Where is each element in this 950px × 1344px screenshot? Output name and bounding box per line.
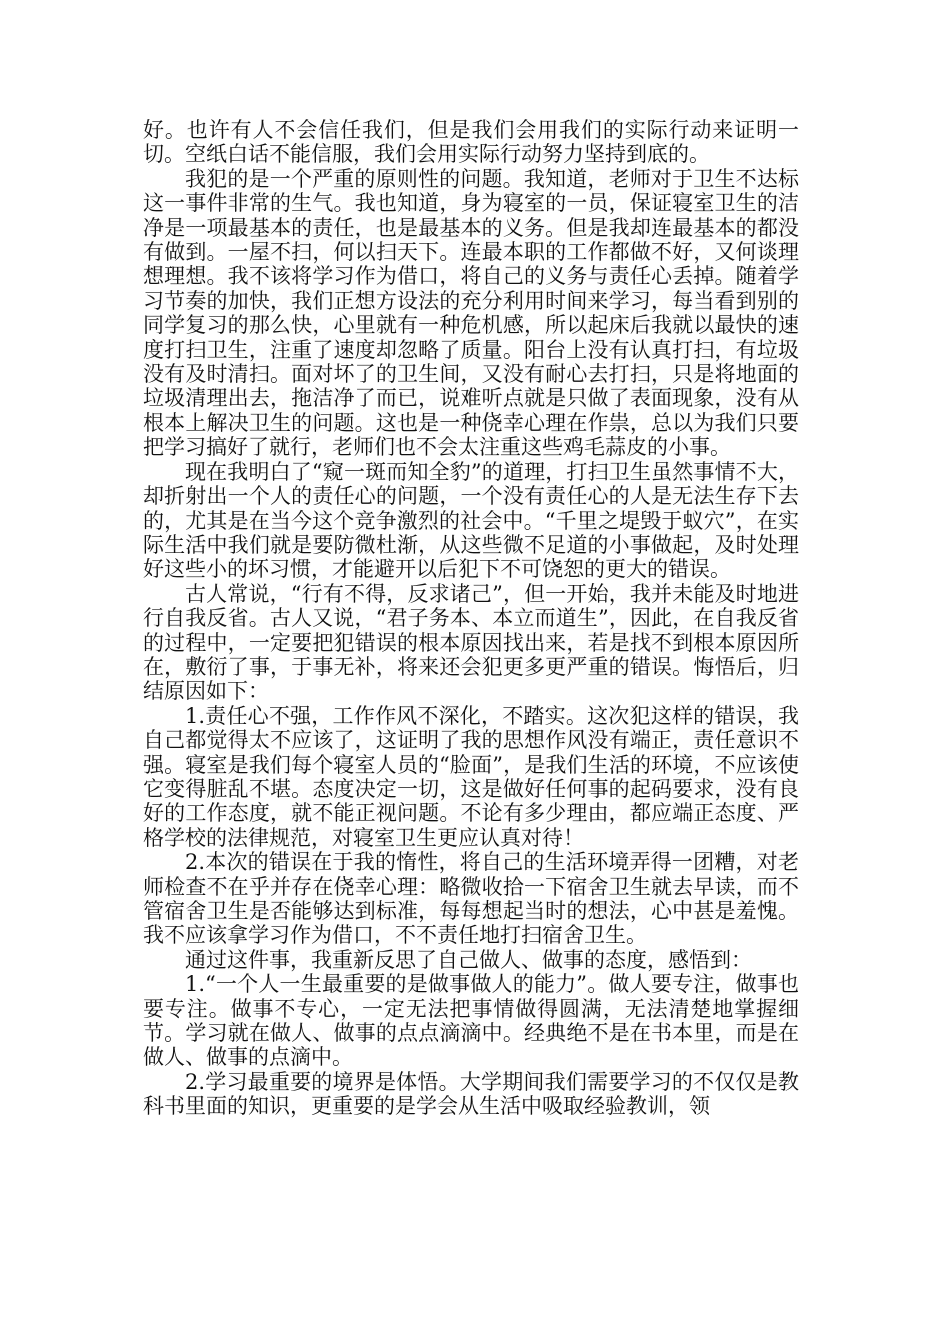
paragraph-6: 2.本次的错误在于我的惰性，将自己的生活环境弄得一团糟，对老师检查不在乎并存在侥幸心理：略微收拾一下宿舍卫生就去早读，而不管宿舍卫生是否能够达到标准，每每想起当时的想法，心中甚是羞愧。我不应该拿学习作为借口，不不责任地打扫宿舍卫生。 [143,850,799,948]
document-page [143,118,799,1119]
paragraph-9: 2.学习最重要的境界是体悟。大学期间我们需要学习的不仅仅是教科书里面的知识，更重要的是学会从生活中吸取经验教训，领 [143,1069,799,1119]
paragraph-3: 现在我明白了“窥一斑而知全豹”的道理，打扫卫生虽然事情不大，却折射出一个人的责任心的问题，一个没有责任心的人是无法生存下去的，尤其是在当今这个竞争激烈的社会中。“千里之堤毁于蚁穴”，在实际生活中我们就是要防微杜渐，从这些微不足道的小事做起，及时处理好这些小的坏习惯，才能避开以后犯下不可饶恕的更大的错误。 [143,459,799,582]
paragraph-2: 我犯的是一个严重的原则性的问题。我知道，老师对于卫生不达标这一事件非常的生气。我也知道，身为寝室的一员，保证寝室卫生的洁净是一项最基本的责任，也是最基本的义务。但是我却连最基本的都没有做到。一屋不扫，何以扫天下。连最本职的工作都做不好，又何谈理想理想。我不该将学习作为借口，将自己的义务与责任心丢掉。随着学习节奏的加快，我们正想方设法的充分利用时间来学习，每当看到别的同学复习的那么快，心里就有一种危机感，所以起床后我就以最快的速度打扫卫生，注重了速度却忽略了质量。阳台上没有认真打扫，有垃圾没有及时清扫。面对坏了的卫生间，又没有耐心去打扫，只是将地面的垃圾清理出去，拖洁净了而已，说难听点就是只做了表面现象，没有从根本上解决卫生的问题。这也是一种侥幸心理在作祟，总以为我们只要把学习搞好了就行，老师们也不会太注重这些鸡毛蒜皮的小事。 [143,166,799,460]
paragraph-7: 通过这件事，我重新反思了自己做人、做事的态度，感悟到： [185,947,752,972]
paragraph-5: 1.责任心不强，工作作风不深化，不踏实。这次犯这样的错误，我自己都觉得太不应该了，这证明了我的思想作风没有端正，责任意识不强。寝室是我们每个寝室人员的“脸面”，是我们生活的环境，不应该使它变得脏乱不堪。态度决定一切，这是做好任何事的起码要求，没有良好的工作态度，就不能正视问题。不论有多少理由，都应端正态度、严格学校的法律规范，对寝室卫生更应认真对待！ [143,703,799,850]
paragraph-4: 古人常说，“行有不得，反求诸己”，但一开始，我并未能及时地进行自我反省。古人又说，“君子务本、本立而道生”，因此，在自我反省的过程中，一定要把犯错误的根本原因找出来，若是找不到根本原因所在，敷衍了事，于事无补，将来还会犯更多更严重的错误。悔悟后，归结原因如下： [143,581,799,704]
paragraph-8: 1.“一个人一生最重要的是做事做人的能力”。做人要专注，做事也要专注。做事不专心，一定无法把事情做得圆满，无法清楚地掌握细节。学习就在做人、做事的点点滴滴中。经典绝不是在书本里，而是在做人、做事的点滴中。 [143,972,799,1070]
paragraph-1: 好。也许有人不会信任我们，但是我们会用我们的实际行动来证明一切。空纸白话不能信服，我们会用实际行动努力坚持到底的。 [143,118,799,167]
